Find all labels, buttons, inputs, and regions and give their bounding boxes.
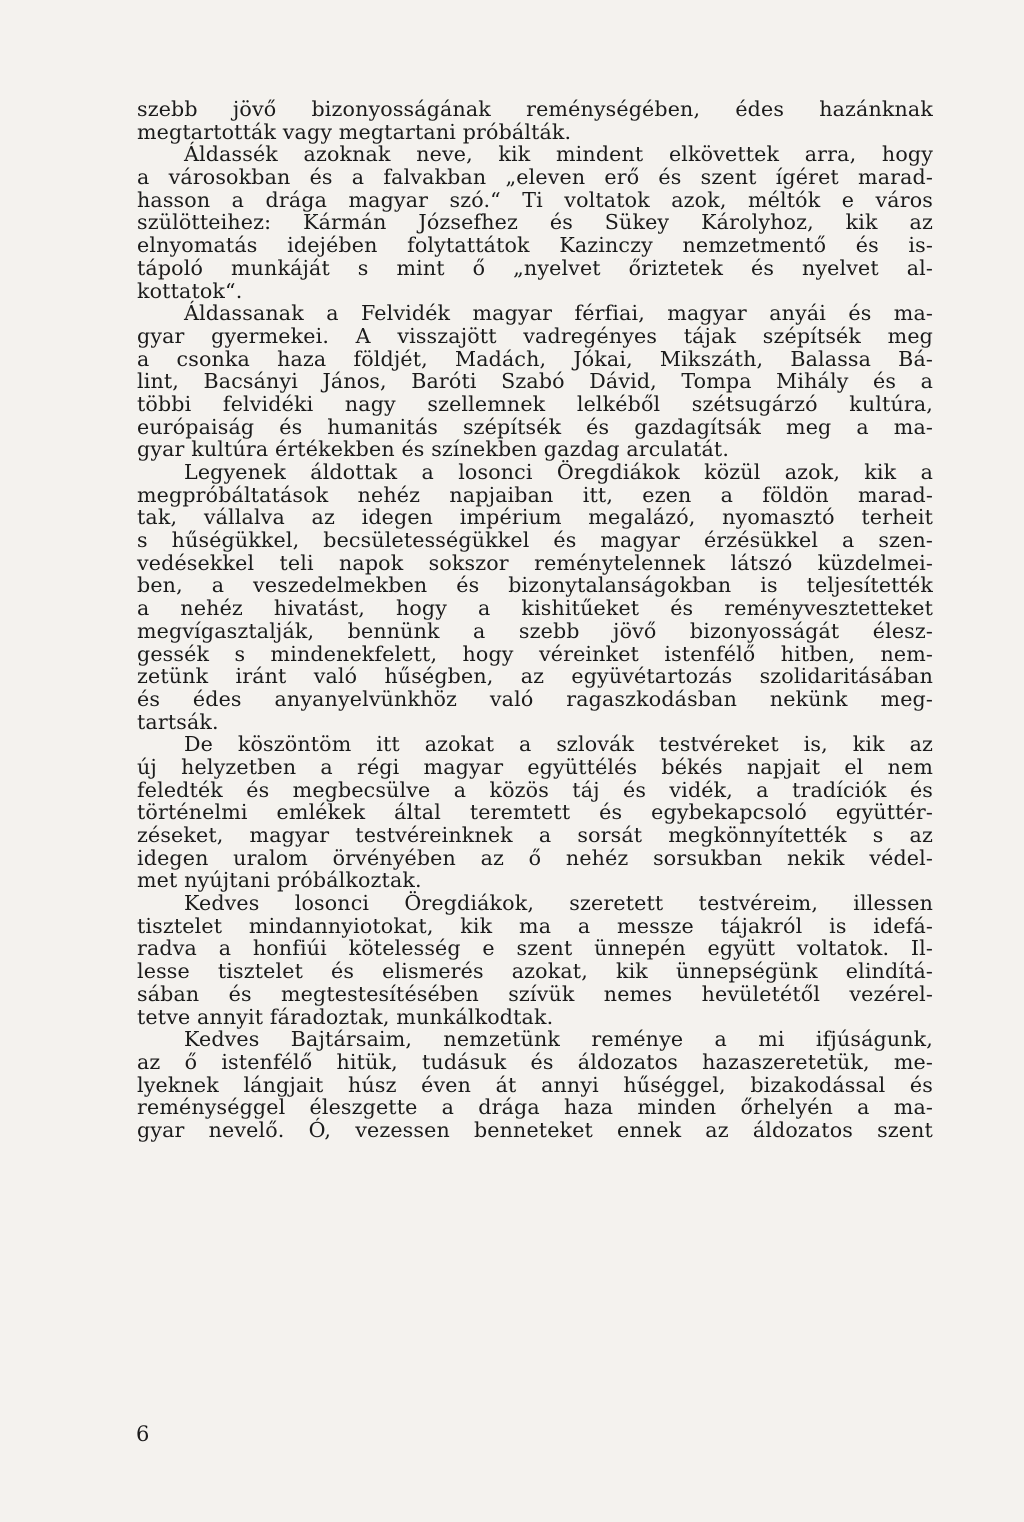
text-line: szülötteihez: Kármán Józsefhez és Sükey Károlyhoz, kik az bbox=[137, 210, 933, 235]
text-line: gyar nevelő. Ó, vezessen benneteket ennek az áldozatos szent bbox=[137, 1117, 933, 1142]
text-line: sában és megtestesítésében szívük nemes hevületétől vezérel- bbox=[137, 981, 933, 1006]
text-line: a városokban és a falvakban „eleven erő és szent ígéret marad- bbox=[137, 165, 933, 190]
text-line: Kedves Bajtársaim, nemzetünk reménye a mi ifjúságunk, bbox=[184, 1027, 933, 1052]
paragraph bbox=[137, 98, 933, 143]
text-line: Legyenek áldottak a losonci Öregdiákok közül azok, kik a bbox=[184, 460, 933, 484]
text-line: tartsák. bbox=[137, 709, 219, 734]
text-line: met nyújtani próbálkoztak. bbox=[137, 868, 422, 893]
text-line: idegen uralom örvényében az ő nehéz sorsukban nekik védel- bbox=[137, 845, 933, 870]
text-line: radva a honfiúi kötelesség e szent ünnepén együtt voltatok. Il- bbox=[137, 936, 933, 961]
text-line: feledték és megbecsülve a közös táj és vidék, a tradíciók és bbox=[137, 777, 933, 802]
text-line: megtartották vagy megtartani próbálták. bbox=[137, 119, 572, 144]
text-line: De köszöntöm itt azokat a szlovák testvéreket is, kik az bbox=[184, 732, 933, 757]
text-line: az ő istenfélő hitük, tudásuk és áldozatos hazaszeretetük, me- bbox=[137, 1049, 933, 1074]
text-line: elnyomatás idejében folytattátok Kazinczy nemzetmentő és is- bbox=[137, 233, 933, 258]
text-line: zéseket, magyar testvéreinknek a sorsát megkönnyítették s az bbox=[137, 823, 933, 847]
text-line: vedésekkel teli napok sokszor reménytelennek látszó küzdelmei- bbox=[137, 550, 933, 575]
text-line: hasson a drága magyar szó.“ Ti voltatok azok, méltók e város bbox=[137, 187, 933, 212]
text-line: tápoló munkáját s mint ő „nyelvet őriztetek és nyelvet al- bbox=[137, 255, 933, 280]
text-line: gessék s mindenekfelett, hogy véreinket istenfélő hitben, nem- bbox=[137, 641, 933, 666]
text-line: többi felvidéki nagy szellemnek lelkéből szétsugárzó kultúra, bbox=[137, 391, 933, 416]
body-text bbox=[137, 98, 933, 1142]
text-line: Áldassanak a Felvidék magyar férfiai, magyar anyái és ma- bbox=[184, 301, 933, 326]
text-line: s hűségükkel, becsületességükkel és magyar érzésükkel a szen- bbox=[137, 528, 933, 553]
paragraph bbox=[137, 461, 933, 733]
text-line: ben, a veszedelmekben és bizonytalanságokban is teljesítették bbox=[137, 573, 933, 598]
text-line: gyar kultúra értékekben és színekben gazdag arculatát. bbox=[137, 437, 730, 462]
text-line: szebb jövő bizonyosságának reménységében, édes hazánknak bbox=[137, 97, 933, 121]
text-line: lyeknek lángjait húsz éven át annyi hűséggel, bizakodással és bbox=[137, 1072, 933, 1097]
text-line: történelmi emlékek által teremtett és egybekapcsoló együttér- bbox=[137, 800, 933, 825]
text-line: gyar gyermekei. A visszajött vadregényes tájak szépítsék meg bbox=[137, 323, 933, 348]
text-line: lesse tisztelet és elismerés azokat, kik ünnepségünk elindítá- bbox=[137, 959, 933, 984]
paragraph bbox=[137, 733, 933, 892]
text-line: a nehéz hivatást, hogy a kishitűeket és reményvesztetteket bbox=[137, 596, 933, 621]
text-line: és édes anyanyelvünkhöz való ragaszkodásban nekünk meg- bbox=[137, 686, 933, 711]
text-line: tisztelet mindannyiotokat, kik ma a messze tájakról is idefá- bbox=[137, 913, 933, 938]
text-line: Áldassék azoknak neve, kik mindent elkövettek arra, hogy bbox=[184, 142, 933, 167]
text-line: zetünk iránt való hűségben, az együvétartozás szolidaritásában bbox=[137, 664, 933, 689]
text-line: kottatok“. bbox=[137, 278, 243, 303]
text-line: megpróbáltatások nehéz napjaiban itt, ezen a földön marad- bbox=[137, 482, 933, 507]
paragraph bbox=[137, 1028, 933, 1141]
text-line: tak, vállalva az idegen impérium megalázó, nyomasztó terheit bbox=[137, 505, 933, 530]
text-line: új helyzetben a régi magyar együttélés békés napjait el nem bbox=[137, 754, 933, 779]
text-line: megvígasztalják, bennünk a szebb jövő bizonyosságát élesz- bbox=[137, 618, 933, 643]
text-line: európaiság és humanitás szépítsék és gazdagítsák meg a ma- bbox=[137, 414, 933, 439]
text-line: lint, Bacsányi János, Baróti Szabó Dávid, Tompa Mihály és a bbox=[137, 369, 933, 394]
text-line: reménységgel éleszgette a drága haza minden őrhelyén a ma- bbox=[137, 1095, 933, 1120]
paragraph bbox=[137, 302, 933, 461]
text-line: Kedves losonci Öregdiákok, szeretett testvéreim, illessen bbox=[184, 891, 933, 916]
paragraph bbox=[137, 143, 933, 302]
text-line: a csonka haza földjét, Madách, Jókai, Mikszáth, Balassa Bá- bbox=[137, 346, 933, 371]
paragraph bbox=[137, 892, 933, 1028]
page-number: 6 bbox=[136, 1422, 150, 1446]
text-line: tetve annyit fáradoztak, munkálkodtak. bbox=[137, 1004, 554, 1029]
